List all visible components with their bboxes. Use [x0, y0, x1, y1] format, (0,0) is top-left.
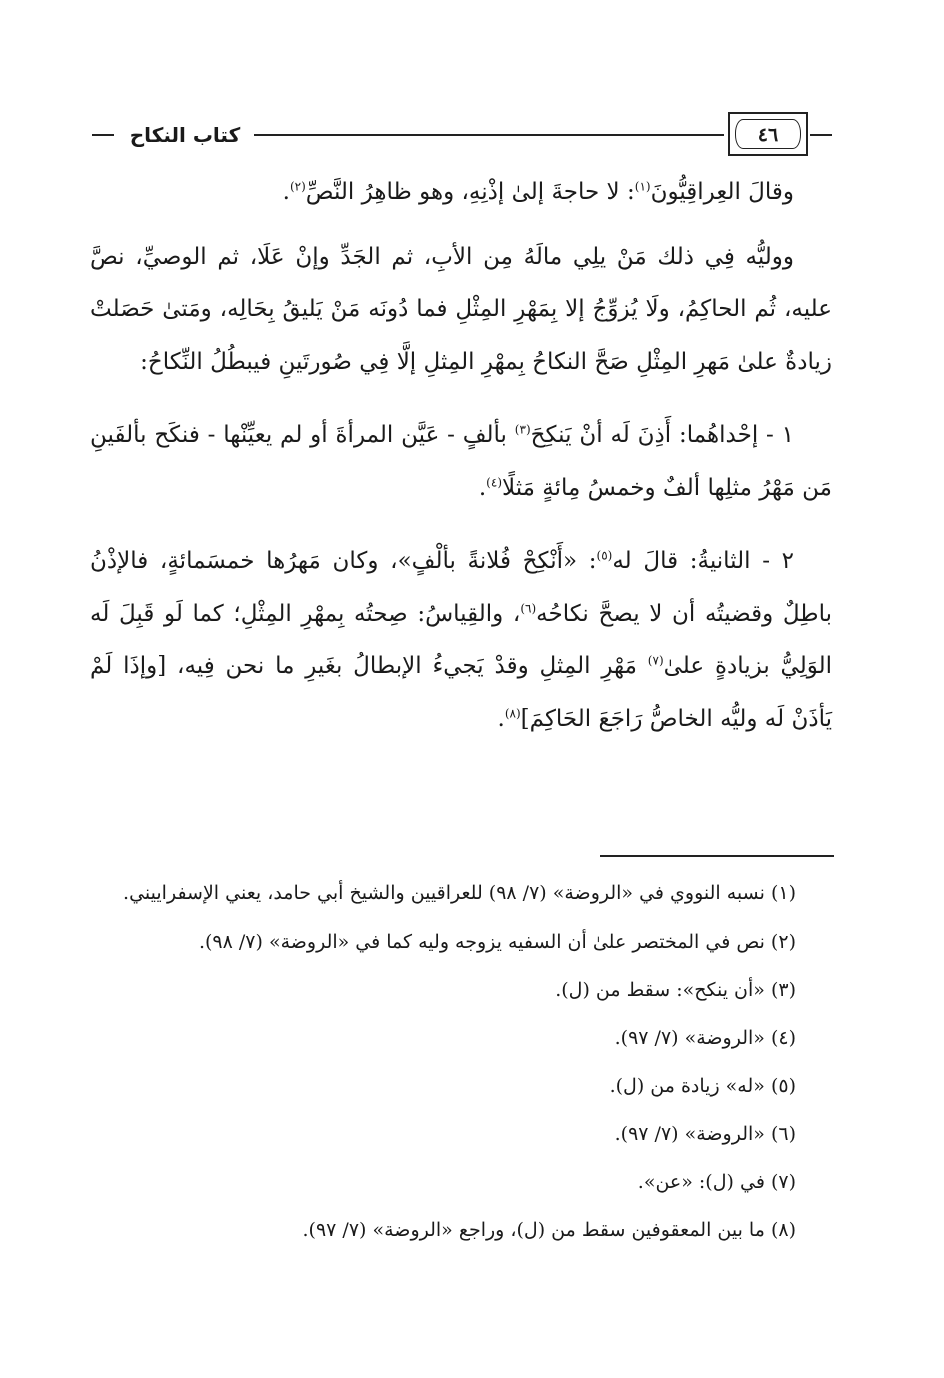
page-header — [92, 110, 840, 160]
footnote-6: (٦) «الروضة» (٧/ ٩٧). — [614, 1123, 796, 1145]
footnote-2: (٢) نص في المختصر علىٰ أن السفيه يزوجه وليه كما في «الروضة» (٧/ ٩٨). — [198, 931, 796, 953]
page-number: ٤٦ — [735, 119, 801, 149]
running-title: كتاب النكاح — [129, 123, 241, 147]
paragraph-text: : لا حاجةَ إلىٰ إذْنِهِ، وهو ظاهِرُ النَّصِّ — [305, 179, 635, 205]
paragraph-3 — [90, 409, 832, 514]
paragraph-text: ٢ - الثانيةُ: قالَ له — [612, 548, 794, 574]
footnote-ref: (٣) — [514, 422, 531, 437]
paragraph-text: ، والقِياسُ: صِحتُه بِمهْرِ المِثْلِ؛ كما لَو قَبِلَ لَه الوَلِيُّ بزيادةٍ علىٰ — [90, 600, 833, 679]
footnote-ref: (٧) — [647, 653, 664, 668]
footnotes — [90, 870, 834, 1254]
paragraph-text: ١ - إحْداهُما: أَذِنَ لَه أنْ يَنكِحَ — [530, 422, 794, 448]
paragraph-1 — [90, 166, 832, 219]
paragraph-4 — [90, 535, 832, 745]
footnote-ref: (٢) — [289, 179, 306, 194]
paragraph-2: ووليُّه فِي ذلك مَنْ يلِي مالَهُ مِن الأبِ، ثم الجَدِّ وإنْ عَلَا، ثم الوصيِّ، نصَّ عليه، ثُم الحاكِمُ، ولَا يُزوِّجُ إلا بِمَهْرِ المِثْلِ فما دُونَه مَنْ يَليقُ بِحَالِه، ومَتىٰ حَصَلتْ زيادةٌ علىٰ مَهرِ المِثْلِ صَحَّ النكاحُ بِمهْرِ المِثلِ إلَّا فِي صُورتَينِ فيبطُلُ النِّكاحُ: — [90, 243, 832, 375]
footnote-1: (١) نسبه النووي في «الروضة» (٧/ ٩٨) للعراقيين والشيخ أبي حامد، يعني الإسفراييني. — [123, 882, 796, 904]
header-rule-left — [92, 134, 114, 136]
header-rule-right — [810, 134, 832, 136]
footnote-3: (٣) «أن ينكح»: سقط من (ل). — [555, 979, 796, 1001]
page-number-frame — [728, 112, 808, 156]
paragraph-text: بألفٍ - عَيَّن المرأةَ أو لم يعيِّنْها - فنكَح بألفَينِ مَن مَهْرُ مثلِها ألفٌ وخمسُ مِائةٍ مَثلًا — [90, 422, 832, 501]
paragraph-text: . — [478, 474, 487, 501]
main-text — [90, 166, 832, 766]
footnote-ref: (٥) — [596, 548, 613, 563]
paragraph-text: . — [282, 179, 290, 205]
paragraph-text: : «أَنْكِحْ فُلانةً بألْفٍ»، وكان مَهرُها خمسَمائةٍ، فالإذْنُ باطِلٌ وقضيتُه أن لا يصحَّ نكاحُه — [90, 548, 832, 627]
paragraph-text: مَهْرِ المِثلِ وقدْ يَجيءُ الإبطالُ بغَيرِ ما نحن فِيه، [وإذَا لَمْ يَأذَنْ لَه وليُّه الخاصُّ رَاجَعَ الحَاكِمَ] — [90, 653, 832, 732]
header-rule-middle — [254, 134, 724, 136]
footnote-ref: (١) — [634, 179, 651, 194]
footnote-7: (٧) في (ل): «عن». — [637, 1171, 796, 1193]
paragraph-text: وقالَ العِراقِيُّونَ — [650, 179, 794, 205]
footnote-ref: (٦) — [520, 600, 537, 615]
paragraph-text: . — [497, 705, 505, 732]
footnote-4: (٤) «الروضة» (٧/ ٩٧). — [614, 1027, 796, 1049]
footnote-ref: (٨) — [504, 705, 521, 720]
footnote-8: (٨) ما بين المعقوفين سقط من (ل)، وراجع «الروضة» (٧/ ٩٧). — [302, 1219, 796, 1241]
footnote-ref: (٤) — [486, 474, 502, 489]
footnote-5: (٥) «له» زيادة من (ل). — [609, 1075, 796, 1097]
footnote-separator — [600, 855, 834, 857]
